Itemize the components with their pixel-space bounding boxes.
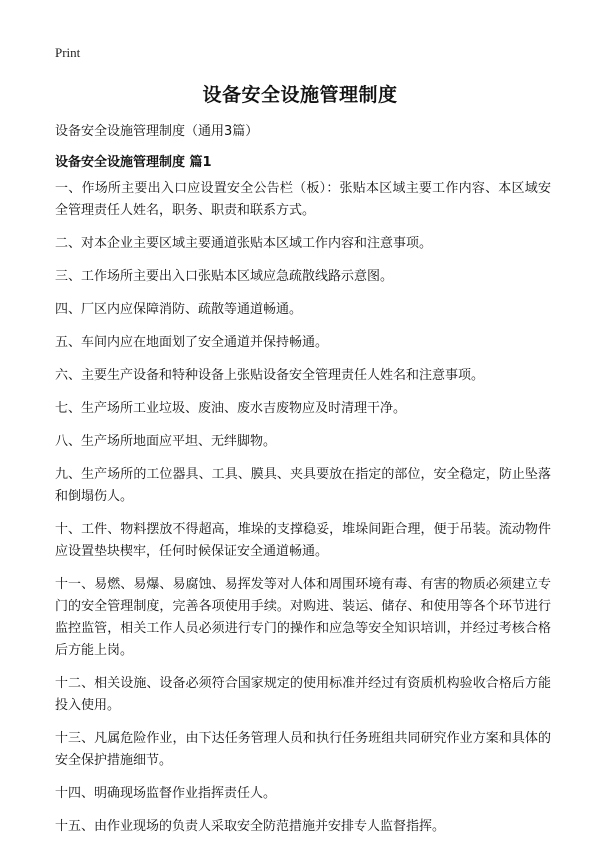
regulation-item: 十二、相关设施、设备必须符合国家规定的使用标准并经过有资质机构验收合格后方能投入使用。 (55, 676, 551, 713)
regulation-item: 四、厂区内应保障消防、疏散等通道畅通。 (55, 302, 303, 317)
regulation-item: 一、作场所主要出入口应设置安全公告栏（板）：张贴本区域主要工作内容、本区域安全管理责任人姓名，职务、职责和联系方式。 (55, 181, 551, 218)
regulation-item: 三、工作场所主要出入口张贴本区域应急疏散线路示意图。 (55, 269, 394, 284)
regulation-item: 十四、明确现场监督作业指挥责任人。 (55, 786, 277, 801)
regulation-item: 十一、易燃、易爆、易腐蚀、易挥发等对人体和周围环境有毒、有害的物质必须建立专门的安全管理制度，完善各项使用手续。对购进、装运、储存、和使用等各个环节进行监控监管，相关工作人员必须进行专门的操作和应急等安全知识培训，并经过考核合格后方能上岗。 (55, 577, 551, 658)
document-subtitle: 设备安全设施管理制度（通用3篇） (55, 124, 259, 139)
print-label[interactable]: Print (55, 45, 81, 60)
regulation-item: 十五、由作业现场的负责人采取安全防范措施并安排专人监督指挥。 (55, 819, 446, 834)
regulation-item: 六、主要生产设备和特种设备上张贴设备安全管理责任人姓名和注意事项。 (55, 368, 485, 383)
regulation-item: 十、工件、物料摆放不得超高，堆垛的支撑稳妥，堆垛间距合理，便于吊装。流动物件应设置垫块楔牢，任何时候保证安全通道畅通。 (55, 522, 551, 559)
regulation-item: 九、生产场所的工位器具、工具、膜具、夹具要放在指定的部位，安全稳定，防止坠落和倒塌伤人。 (55, 467, 551, 504)
regulation-item: 十三、凡属危险作业，由下达任务管理人员和执行任务班组共同研究作业方案和具体的安全保护措施细节。 (55, 731, 551, 768)
section-heading: 设备安全设施管理制度 篇1 (55, 155, 212, 170)
regulation-item: 八、生产场所地面应平坦、无绊脚物。 (55, 434, 277, 449)
regulation-list (55, 178, 551, 849)
regulation-item: 七、生产场所工业垃圾、废油、废水吉废物应及时清理干净。 (55, 401, 407, 416)
regulation-item: 五、车间内应在地面划了安全通道并保持畅通。 (55, 335, 329, 350)
document-title: 设备安全设施管理制度 (202, 84, 398, 106)
regulation-item: 二、对本企业主要区域主要通道张贴本区域工作内容和注意事项。 (55, 236, 433, 251)
